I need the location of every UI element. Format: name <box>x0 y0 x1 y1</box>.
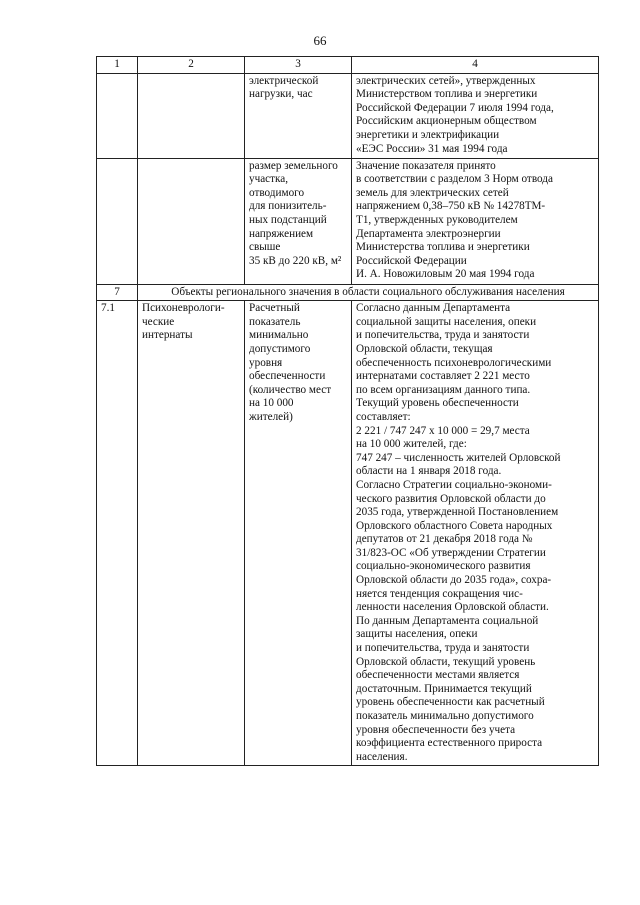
object-name-cell <box>138 73 245 158</box>
indicator-cell: электрической нагрузки, час <box>245 73 352 158</box>
object-name-cell: Психоневрологи- ческие интернаты <box>138 301 245 766</box>
page-number: 66 <box>313 33 327 48</box>
column-header: 1 <box>97 57 138 74</box>
object-name-cell <box>138 158 245 284</box>
standards-table <box>96 56 599 766</box>
justification-cell: электрических сетей», утвержденных Министерством топлива и энергетики Российской Федерации 7 июля 1994 года, Российским акционерным обществом энергетики и электрификации «ЕЭС России» 31 мая 1994 года <box>352 73 599 158</box>
column-header: 3 <box>245 57 352 74</box>
table-row <box>97 73 599 158</box>
table-header-row <box>97 57 599 74</box>
indicator-cell: размер земельного участка, отводимого для понизитель- ных подстанций напряжением свыше 35 кВ до 220 кВ, м² <box>245 158 352 284</box>
justification-cell: Значение показателя принято в соответствии с разделом 3 Норм отвода земель для электрических сетей напряжением 0,38–750 кВ № 14278ТМ- Т1, утвержденных руководителем Департамента электроэнергии Министерства топлива и энергетики Российской Федерации И. А. Новожиловым 20 мая 1994 года <box>352 158 599 284</box>
table-row <box>97 158 599 284</box>
row-number-cell <box>97 158 138 284</box>
row-number-cell <box>97 73 138 158</box>
indicator-cell: Расчетный показатель минимально допустимого уровня обеспеченности (количество мест на 10 000 жителей) <box>245 301 352 766</box>
column-header: 2 <box>138 57 245 74</box>
row-number-cell: 7.1 <box>97 301 138 766</box>
justification-cell: Согласно данным Департамента социальной защиты населения, опеки и попечительства, труда и занятости Орловской области, текущая обеспеченность психоневрологическими интернатами составляет 2 221 место по всем организациям данного типа. Текущий уровень обеспеченности составляет: 2 221 / 747 247 х 10 000 = 29,7 места на 10 000 жителей, где: 747 247 – численность жителей Орловской области на 1 января 2018 года. Согласно Стратегии социально-экономи- ческого развития Орловской области до 2035 года, утвержденной Постановлением Орловского областного Совета народных депутатов от 21 декабря 2018 года № 31/823-ОС «Об утверждении Стратегии социально-экономического развития Орловской области до 2035 года», сохра- няется тенденция сокращения чис- ленности населения Орловской области. По данным Департамента социальной защиты населения, опеки и попечительства, труда и занятости Орловской области, текущий уровень обеспеченности местами является достаточным. Принимается текущий уровень обеспеченности как расчетный показатель минимально допустимого уровня обеспеченности без учета коэффициента естественного прироста населения. <box>352 301 599 766</box>
section-number: 7 <box>97 284 138 301</box>
section-row <box>97 284 599 301</box>
section-title: Объекты регионального значения в области социального обслуживания населения <box>138 284 599 301</box>
column-header: 4 <box>352 57 599 74</box>
table-row <box>97 301 599 766</box>
